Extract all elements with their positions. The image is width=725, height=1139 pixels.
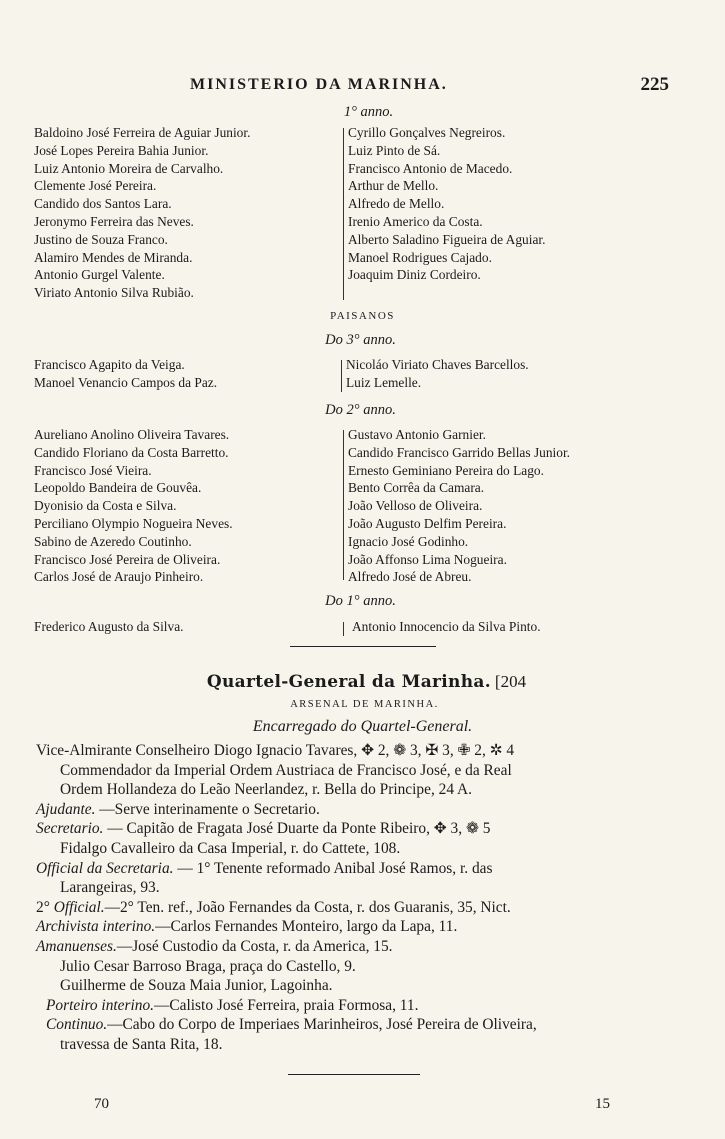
segundo-official-prefix: 2° bbox=[36, 898, 50, 916]
porteiro-label: Porteiro interino. bbox=[46, 996, 155, 1014]
list-item: Candido Francisco Garrido Bellas Junior. bbox=[348, 444, 571, 460]
continuo-entry bbox=[36, 1015, 696, 1035]
column-divider bbox=[343, 128, 344, 300]
ajudante-label: Ajudante. bbox=[36, 800, 96, 818]
list-item: Cyrillo Gonçalves Negreiros. bbox=[348, 125, 506, 140]
footer-right: 15 bbox=[595, 1096, 610, 1112]
decoration-count: 3, bbox=[442, 742, 454, 759]
amanuenses-label: Amanuenses. bbox=[36, 937, 117, 955]
ajudante-text: —Serve interinamente o Secretario. bbox=[99, 800, 320, 818]
amanuense-2: Julio Cesar Barroso Braga, praça do Castello, 9. bbox=[60, 957, 356, 975]
closing-rule bbox=[288, 1074, 420, 1075]
decoration-count: 3, bbox=[409, 742, 422, 759]
archivista-label: Archivista interino. bbox=[36, 918, 156, 936]
decoration-count: 5 bbox=[482, 820, 491, 838]
arsenal-subtitle: ARSENAL DE MARINHA. bbox=[290, 699, 439, 710]
section-title-text: Quartel-General da Marinha. bbox=[206, 672, 491, 692]
official-secretaria-line2: Larangeiras, 93. bbox=[60, 879, 160, 897]
secretario-label: Secretario. bbox=[36, 820, 104, 838]
decoration-order-icon: ✥ bbox=[357, 742, 378, 759]
list-item: Alfredo de Mello. bbox=[348, 196, 445, 212]
amanuenses-text: —José Custodio da Costa, r. da America, 15. bbox=[116, 937, 393, 955]
year-label-1b: Do 1° anno. bbox=[325, 593, 396, 609]
list-item: Luiz Pinto de Sá. bbox=[348, 142, 441, 158]
list-item: João Augusto Delfim Pereira. bbox=[348, 515, 507, 531]
list-item: Ignacio José Godinho. bbox=[348, 533, 469, 549]
list-item: Sabino de Azeredo Coutinho. bbox=[34, 533, 192, 549]
list-item: João Velloso de Oliveira. bbox=[348, 498, 483, 514]
amanuense-3: Guilherme de Souza Maia Junior, Lagoinha. bbox=[60, 977, 333, 995]
secretario-decorations bbox=[430, 820, 490, 837]
year-label-2: Do 2° anno. bbox=[325, 402, 396, 418]
ajudante-entry bbox=[36, 800, 696, 820]
decoration-order-icon: ✥ bbox=[429, 820, 451, 838]
amanuenses-entry bbox=[36, 937, 696, 957]
segundo-official-label: Official. bbox=[53, 898, 105, 916]
top-left-names bbox=[34, 124, 250, 302]
list-item: Manoel Rodrigues Cajado. bbox=[348, 249, 492, 265]
archivista-entry bbox=[36, 917, 696, 937]
decoration-order-icon: ❁ bbox=[462, 820, 483, 838]
list-item: Alberto Saladino Figueira de Aguiar. bbox=[348, 231, 546, 247]
list-item: Francisco Antonio de Macedo. bbox=[348, 160, 513, 176]
porteiro-entry bbox=[36, 996, 696, 1016]
column-divider bbox=[343, 622, 344, 636]
paisanos-1-left bbox=[34, 618, 184, 636]
decoration-count: 2, bbox=[377, 742, 390, 759]
decoration-count: 3, bbox=[450, 820, 463, 838]
list-item: Frederico Augusto da Silva. bbox=[34, 619, 184, 634]
column-divider bbox=[343, 430, 344, 580]
list-item: Carlos José de Araujo Pinheiro. bbox=[34, 569, 204, 585]
list-item: Clemente José Pereira. bbox=[34, 178, 157, 194]
vice-almirante-name: Vice-Almirante Conselheiro Diogo Ignacio Tavares, bbox=[36, 742, 358, 759]
list-item: Perciliano Olympio Nogueira Neves. bbox=[34, 515, 233, 531]
list-item: José Lopes Pereira Bahia Junior. bbox=[34, 142, 209, 158]
section-rule bbox=[290, 646, 436, 647]
paisanos-3-left bbox=[34, 356, 217, 392]
list-item: Luiz Antonio Moreira de Carvalho. bbox=[34, 160, 224, 176]
secretario-text: — Capitão de Fragata José Duarte da Ponte Ribeiro, bbox=[107, 820, 430, 838]
list-item: Jeronymo Ferreira das Neves. bbox=[34, 213, 194, 229]
list-item: Aureliano Anolino Oliveira Tavares. bbox=[34, 427, 230, 442]
list-item: Francisco Agapito da Veiga. bbox=[34, 357, 185, 372]
continuo-line2: travessa de Santa Rita, 18. bbox=[60, 1035, 223, 1053]
list-item: Baldoino José Ferreira de Aguiar Junior. bbox=[34, 125, 251, 140]
official-secretaria-entry bbox=[36, 859, 696, 879]
staff-list bbox=[36, 741, 696, 1055]
paisanos-2-right bbox=[348, 426, 570, 586]
page-number: 225 bbox=[640, 74, 669, 95]
secretario-line2: Fidalgo Cavalleiro da Casa Imperial, r. do Cattete, 108. bbox=[60, 839, 401, 857]
year-label-3: Do 3° anno. bbox=[325, 332, 396, 348]
official-secretaria-label: Official da Secretaria. bbox=[36, 859, 174, 877]
list-item: Alamiro Mendes de Miranda. bbox=[34, 249, 193, 265]
list-item: Joaquim Diniz Cordeiro. bbox=[348, 267, 481, 283]
list-item: Justino de Souza Franco. bbox=[34, 231, 168, 247]
section-title bbox=[4, 672, 725, 692]
decoration-count: 2, bbox=[474, 742, 486, 759]
list-item: Irenio Americo da Costa. bbox=[348, 213, 483, 229]
porteiro-text: —Calisto José Ferreira, praia Formosa, 11. bbox=[154, 996, 419, 1014]
list-item: Gustavo Antonio Garnier. bbox=[348, 427, 486, 442]
list-item: João Affonso Lima Nogueira. bbox=[348, 551, 507, 567]
decoration-count: 4 bbox=[506, 742, 515, 759]
segundo-official-entry bbox=[36, 898, 696, 918]
vice-almirante-entry bbox=[36, 741, 696, 761]
list-item: Candido Floriano da Costa Barretto. bbox=[34, 444, 229, 460]
paisanos-2-left bbox=[34, 426, 233, 586]
list-item: Antonio Gurgel Valente. bbox=[34, 267, 165, 283]
list-item: Antonio Innocencio da Silva Pinto. bbox=[352, 619, 541, 634]
running-header-title: MINISTERIO DA MARINHA. bbox=[190, 76, 448, 93]
list-item: Francisco José Vieira. bbox=[34, 462, 152, 478]
continuo-text: —Cabo do Corpo de Imperiaes Marinheiros, José Pereira de Oliveira, bbox=[107, 1016, 537, 1034]
list-item: Viriato Antonio Silva Rubião. bbox=[34, 285, 194, 301]
decoration-order-icon: ✲ bbox=[485, 742, 507, 759]
list-item: Francisco José Pereira de Oliveira. bbox=[34, 551, 221, 567]
list-item: Candido dos Santos Lara. bbox=[34, 196, 172, 212]
list-item: Nicoláo Viriato Chaves Barcellos. bbox=[346, 357, 529, 372]
vice-decorations bbox=[357, 742, 514, 759]
decoration-order-icon: ❁ bbox=[389, 742, 410, 759]
list-item: Bento Corrêa da Camara. bbox=[348, 480, 485, 496]
continuo-label: Continuo. bbox=[46, 1016, 108, 1034]
secretario-entry bbox=[36, 819, 696, 839]
list-item: Luiz Lemelle. bbox=[346, 374, 422, 390]
footer-left: 70 bbox=[94, 1096, 109, 1112]
archivista-text: —Carlos Fernandes Monteiro, largo da Lapa, 11. bbox=[155, 918, 458, 936]
list-item: Dyonisio da Costa e Silva. bbox=[34, 498, 177, 514]
paisanos-heading: PAISANOS bbox=[330, 310, 395, 322]
column-divider bbox=[341, 360, 342, 392]
list-item: Alfredo José de Abreu. bbox=[348, 569, 472, 585]
vice-almirante-line3: Ordem Hollandeza do Leão Neerlandez, r. Bella do Principe, 24 A. bbox=[60, 781, 472, 799]
vice-almirante-line2: Commendador da Imperial Ordem Austriaca de Francisco José, e da Real bbox=[60, 761, 512, 779]
year-label-1: 1° anno. bbox=[343, 104, 394, 120]
decoration-order-icon: ✙ bbox=[453, 742, 475, 759]
paisanos-3-right bbox=[346, 356, 529, 392]
top-right-names bbox=[348, 124, 545, 284]
segundo-official-text: —2° Ten. ref., João Fernandes da Costa, r. dos Guaranis, 35, Nict. bbox=[104, 898, 511, 916]
list-item: Manoel Venancio Campos da Paz. bbox=[34, 374, 218, 390]
list-item: Leopoldo Bandeira de Gouvêa. bbox=[34, 480, 202, 496]
section-ref: [204 bbox=[494, 672, 527, 691]
encarregado-heading: Encarregado do Quartel-General. bbox=[252, 718, 473, 735]
list-item: Arthur de Mello. bbox=[348, 178, 439, 194]
decoration-order-icon: ✠ bbox=[421, 742, 443, 759]
list-item: Ernesto Geminiano Pereira do Lago. bbox=[348, 462, 544, 478]
paisanos-1-right bbox=[352, 618, 541, 636]
official-secretaria-text: — 1° Tenente reformado Anibal José Ramos, r. das bbox=[177, 859, 493, 877]
